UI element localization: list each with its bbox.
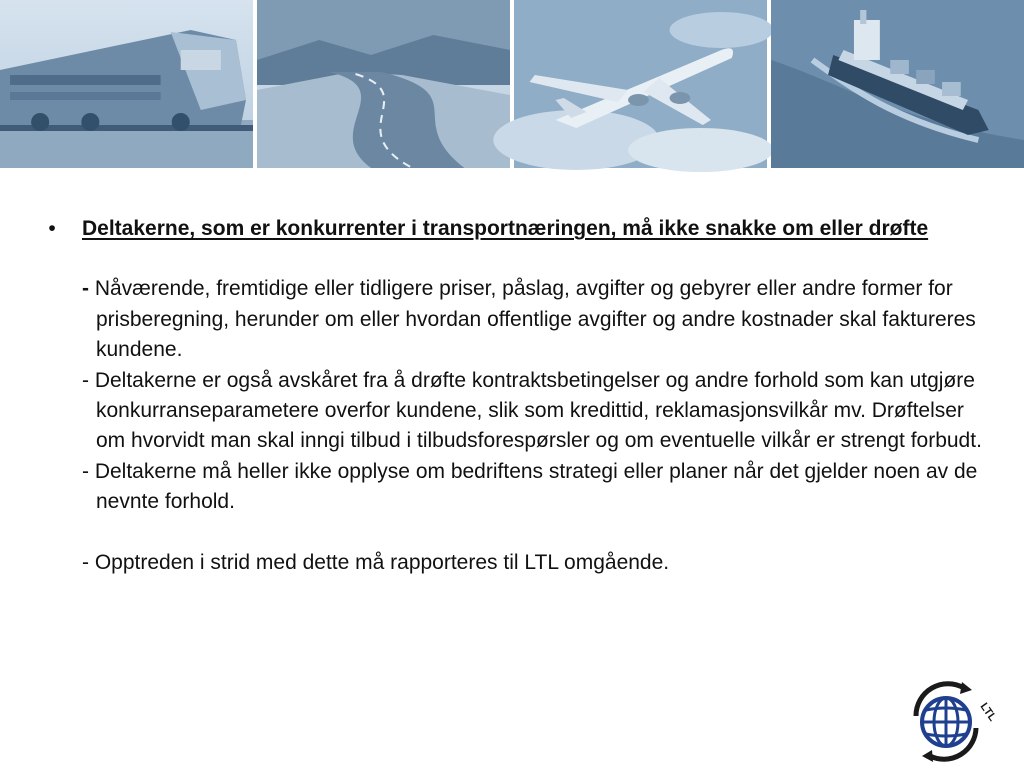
train-photo (0, 0, 253, 168)
bullet-icon: • (48, 217, 56, 240)
slide-body (42, 214, 992, 578)
dash-marker: - (82, 277, 95, 301)
bullet-heading: Deltakerne, som er konkurrenter i transportnæringen, må ikke snakke om eller drøfte (82, 217, 929, 240)
spacer (42, 518, 992, 548)
ship-photo (771, 0, 1024, 168)
list-item-text: Nåværende, fremtidige eller tidligere priser, påslag, avgifter og gebyrer eller andre former for prisberegning, herunder om eller hvordan offentlige avgifter og andre kostnader skal faktureres kundene. (94, 277, 976, 362)
dash-marker: - (82, 550, 95, 574)
spacer (42, 244, 992, 274)
dash-marker: - (82, 368, 95, 392)
bullet-item (42, 214, 992, 244)
logo-text: LTL (977, 700, 999, 724)
airplane-photo (514, 0, 767, 168)
list-item-text: Opptreden i strid med dette må rapporteres til LTL omgående. (94, 550, 670, 574)
road-photo (257, 0, 510, 168)
dash-marker: - (82, 459, 95, 483)
list-item (82, 274, 992, 365)
list-item (82, 366, 992, 457)
list-item (82, 548, 992, 578)
ltl-logo (906, 676, 999, 762)
list-item-text: Deltakerne er også avskåret fra å drøfte kontraktsbetingelser og andre forhold som kan utgjøre konkurranseparametere overfor kundene, slik som kredittid, reklamasjonsvilkår mv. Drøftelser om hvorvidt man skal inngi tilbud i tilbudsforespørsler og om eventuelle vilkår er strengt forbudt. (94, 368, 982, 453)
list-item (82, 457, 992, 518)
globe-icon (922, 698, 970, 746)
header-banner (0, 0, 1024, 168)
list-item-text: Deltakerne må heller ikke opplyse om bedriftens strategi eller planer når det gjelder noen av de nevnte forhold. (94, 459, 978, 514)
